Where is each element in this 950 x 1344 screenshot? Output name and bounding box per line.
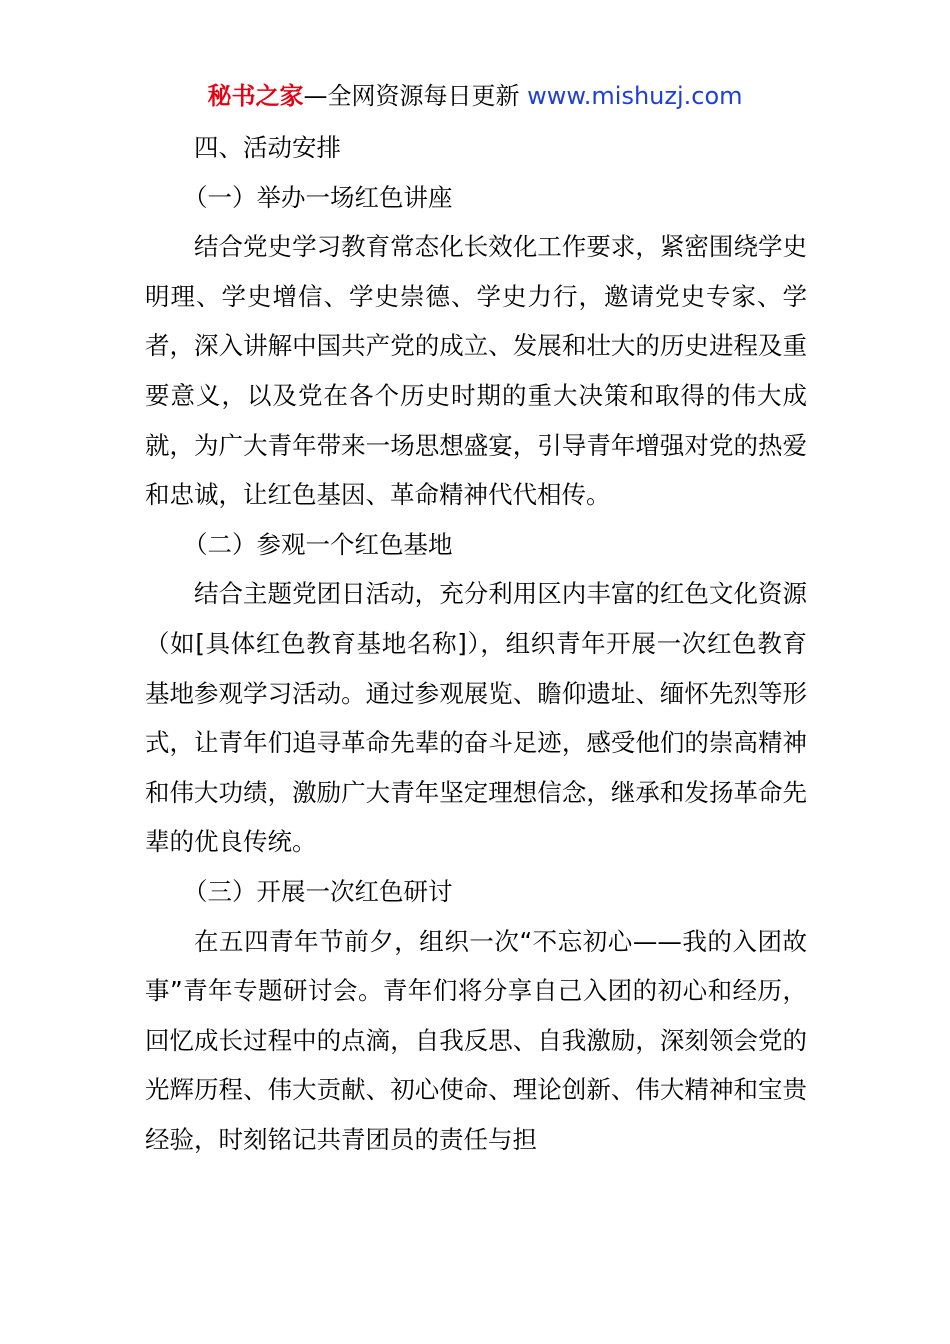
site-header bbox=[0, 80, 950, 112]
subsection-paragraph-3: 在五四青年节前夕，组织一次“不忘初心——我的入团故事”青年专题研讨会。青年们将分享自己入团的初心和经历，回忆成长过程中的点滴，自我反思、自我激励，深刻领会党的光辉历程、伟大贡献、初心使命、理论创新、伟大精神和宝贵经验，时刻铭记共青团员的责任与担 bbox=[145, 926, 807, 1154]
site-url-link[interactable]: www.mishuzj.com bbox=[527, 82, 743, 110]
document-body bbox=[145, 123, 807, 1164]
subsection-paragraph-2: 结合主题党团日活动，充分利用区内丰富的红色文化资源（如[具体红色教育基地名称]），组织青年开展一次红色教育基地参观学习活动。通过参观展览、瞻仰遗址、缅怀先烈等形式，让青年们追寻革命先辈的奋斗足迹，感受他们的崇高精神和伟大功绩，激励广大青年坚定理想信念，继承和发扬革命先辈的优良传统。 bbox=[145, 579, 807, 857]
site-brand: 秘书之家 bbox=[207, 82, 304, 110]
subsection-title-2: （二）参观一个红色基地 bbox=[182, 529, 453, 559]
subsection-title-1: （一）举办一场红色讲座 bbox=[182, 182, 453, 212]
section-title: 四、活动安排 bbox=[194, 133, 341, 162]
site-tagline: —全网资源每日更新 bbox=[303, 82, 528, 110]
subsection-paragraph-1: 结合党史学习教育常态化长效化工作要求，紧密围绕学史明理、学史增信、学史崇德、学史力行，邀请党史专家、学者，深入讲解中国共产党的成立、发展和壮大的历史进程及重要意义，以及党在各个历史时期的重大决策和取得的伟大成就，为广大青年带来一场思想盛宴，引导青年增强对党的热爱和忠诚，让红色基因、革命精神代代相传。 bbox=[145, 232, 807, 510]
subsection-title-3: （三）开展一次红色研讨 bbox=[182, 876, 453, 906]
